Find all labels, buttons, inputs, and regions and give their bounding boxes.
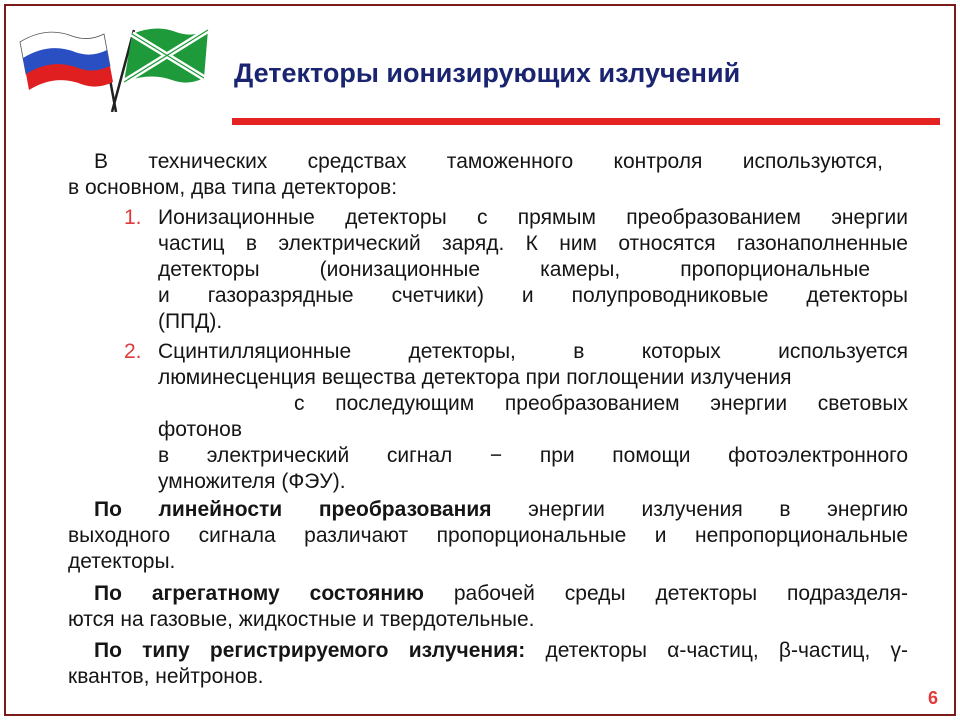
list-item-line: в электрический сигнал − при помощи фотоэлектронного [158,444,908,467]
radiation-type-text: детекторы α-частиц, β-частиц, γ- [545,639,908,662]
intro-line-1: В технических средствах таможенного контроля используются, [94,150,883,173]
russia-flag-icon [20,32,116,112]
title-underline [232,118,940,125]
linearity-line-1 [68,497,908,523]
list-item-line: частиц в электрический заряд. К ним относятся газонаполненные [158,232,908,255]
flags-logo [16,22,212,112]
list-item-line: с последующим преобразованием энергии световых [294,392,908,415]
aggregate-line-2: ются на газовые, жидкостные и твердотельные. [68,608,535,631]
linearity-heading: По линейности преобразования [94,498,492,521]
list-item-line: люминесценция вещества детектора при поглощении излучения [158,366,792,389]
intro-paragraph [68,149,908,201]
linearity-paragraph [68,497,908,575]
list-number: 1. [124,206,142,229]
aggregate-text: рабочей среды детекторы подразделя- [453,582,908,605]
intro-line-2: в основном, два типа детекторов: [68,176,398,199]
aggregate-paragraph [68,581,908,633]
radiation-type-line-2: квантов, нейтронов. [68,665,264,688]
radiation-type-heading: По типу регистрируемого излучения: [94,639,526,662]
list-item-line: Ионизационные детекторы с прямым преобразованием энергии [158,206,908,229]
linearity-text: энергии излучения в энергию [528,498,908,521]
customs-flag-icon [112,28,208,112]
list-item-line: и газоразрядные счетчики) и полупроводниковые детекторы [158,284,908,307]
list-item-line: (ППД). [158,310,223,333]
aggregate-heading: По агрегатному состоянию [94,582,424,605]
page-title: Детекторы ионизирующих излучений [234,58,741,88]
radiation-type-line-1 [68,638,908,664]
list-item-line: фотонов [158,418,242,441]
list-item-line: Сцинтилляционные детекторы, в которых используется [158,340,908,363]
radiation-type-paragraph [68,638,908,690]
linearity-line-2: выходного сигнала различают пропорциональные и непропорциональные [68,524,908,547]
list-item-line: детекторы (ионизационные камеры, пропорциональные [158,258,870,281]
linearity-line-3: детекторы. [68,550,176,573]
aggregate-line-1 [68,581,908,607]
page-number: 6 [928,688,939,708]
list-number: 2. [124,340,142,363]
list-item-line: умножителя (ФЭУ). [158,470,346,493]
